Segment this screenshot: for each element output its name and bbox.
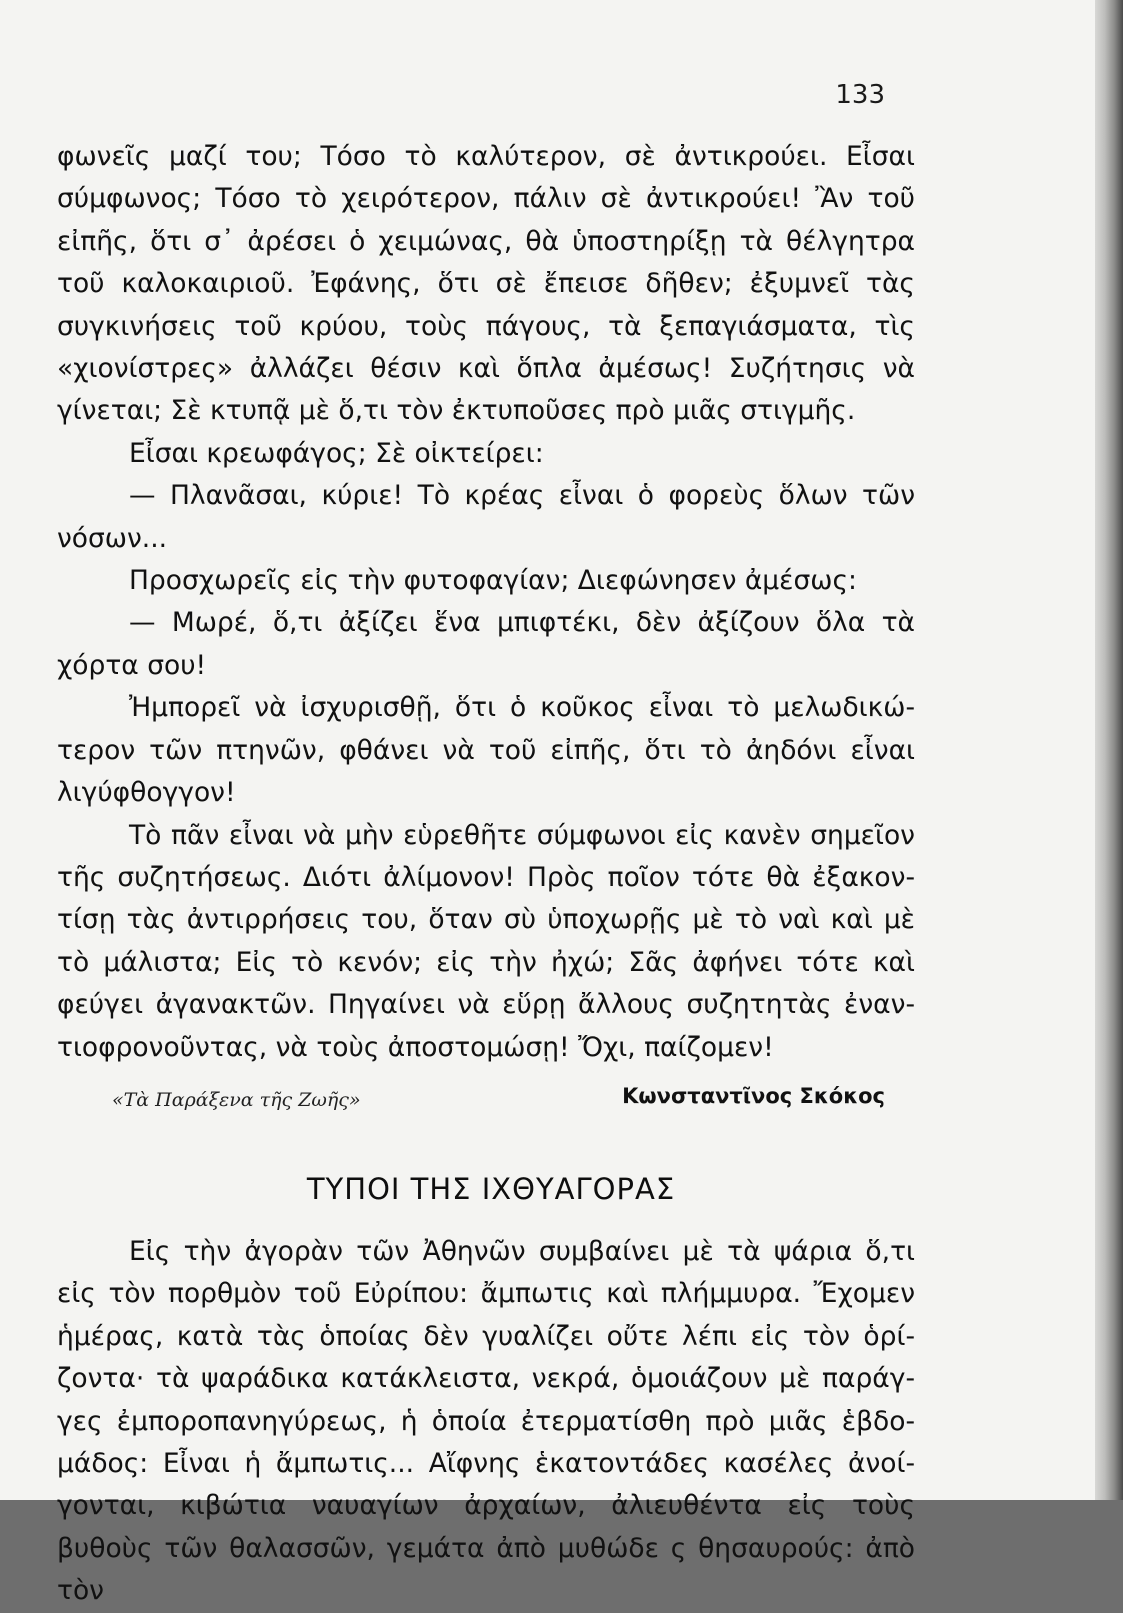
paragraph: Εἰς τὴν ἀγορὰν τῶν Ἀθηνῶν συμβαίνει μὲ τὰ ψάρια ὅ,τι εἰς τὸν πορθμὸν τοῦ Εὐρίπου: ἄμπωτις καὶ πλήμμυρα. Ἔχομεν ἡμέρας, κατὰ τὰς ὁποίας δὲν γυαλίζει οὔτε λέπι εἰς τὸν ὁρίζοντα· τὰ ψαράδικα κατάκλειστα, νεκρά, ὁμοιάζουν μὲ παράγγες ἐμποροπανηγύρεως, ἡ ὁποία ἐτερματίσθη πρὸ μιᾶς ἑβδομάδος: Εἶναι ἡ ἄμπωτις... Αἴφνης ἑκατοντάδες κασέλες ἀνοίγονται, κιβώτια ναυαγίων ἀρχαίων, ἀλιευθέντα εἰς τοὺς βυθοὺς τῶν θαλασσῶν, γεμάτα ἀπὸ μυθώδε ς θησαυρούς: ἀπὸ τὸν [57, 1235, 915, 1607]
page-edge [1095, 0, 1123, 1500]
paragraph: φωνεῖς μαζί του; Τόσο τὸ καλύτερον, σὲ ἀντικρούει. Εἶσαι σύμφωνος; Τόσο τὸ χειρότερον, πάλιν σὲ ἀντικρούει! Ἂν τοῦ εἰπῆς, ὅτι σ᾽ ἀρέσει ὁ χειμώνας, θὰ ὑποστηρίξῃ τὰ θέλγητρα τοῦ καλοκαιριοῦ. Ἐφάνης, ὅτι σὲ ἔπεισε δῆθεν; ἐξυμνεῖ τὰς συγκινήσεις τοῦ κρύου, τοὺς πάγους, τὰ ξεπαγιάσματα, τὶς «χιονίστρες» ἀλλάζει θέσιν καὶ ὅπλα ἀμέσως! Συζήτησις νὰ γίνεται; Σὲ κτυπᾷ μὲ ὅ,τι τὸν ἐκτυποῦσες πρὸ μιᾶς στιγμῆς. [57, 141, 915, 427]
attribution [57, 1075, 915, 1111]
author-name: Κωνσταντῖνος Σκόκος [622, 1083, 885, 1108]
paragraph: Προσχωρεῖς εἰς τὴν φυτοφαγίαν; Διεφώνησεν ἀμέσως: [129, 565, 857, 597]
source-title: «Τὰ Παράξενα τῆς Ζωῆς» [112, 1088, 361, 1111]
page-number: 133 [835, 80, 885, 110]
text-block [57, 136, 915, 1613]
section-heading: ΤΥΠΟΙ ΤΗΣ ΙΧΘΥΑΓΟΡΑΣ [306, 1171, 676, 1206]
paragraph: Τὸ πᾶν εἶναι νὰ μὴν εὑρεθῆτε σύμφωνοι εἰς κανὲν σημεῖον τῆς συζητήσεως. Διότι ἀλίμονον! Πρὸς ποῖον τότε θὰ ἐξακοντίσῃ τὰς ἀντιρρήσεις του, ὅταν σὺ ὑποχωρῇς μὲ τὸ ναὶ καὶ μὲ τὸ μάλιστα; Εἰς τὸ κενόν; εἰς τὴν ἠχώ; Σᾶς ἀφήνει τότε καὶ φεύγει ἀγανακτῶν. Πηγαίνει νὰ εὕρῃ ἄλλους συζητητὰς ἐναντιοφρονοῦντας, νὰ τοὺς ἀποστομώσῃ! Ὄχι, παίζομεν! [57, 819, 915, 1063]
paragraph: Εἶσαι κρεωφάγος; Σὲ οἰκτείρει: [129, 437, 544, 469]
paragraph: — Πλανᾶσαι, κύριε! Τὸ κρέας εἶναι ὁ φορεὺς ὅλων τῶν νόσων... [57, 480, 915, 554]
paragraph: Ἠμπορεῖ νὰ ἰσχυρισθῇ, ὅτι ὁ κοῦκος εἶναι τὸ μελωδικώτερον τῶν πτηνῶν, φθάνει νὰ τοῦ εἰπῆς, ὅτι τὸ ἀηδόνι εἶναι λιγύφθογγον! [57, 692, 915, 809]
paragraph: — Μωρέ, ὅ,τι ἀξίζει ἕνα μπιφτέκι, δὲν ἀξίζουν ὅλα τὰ χόρτα σου! [57, 607, 915, 681]
